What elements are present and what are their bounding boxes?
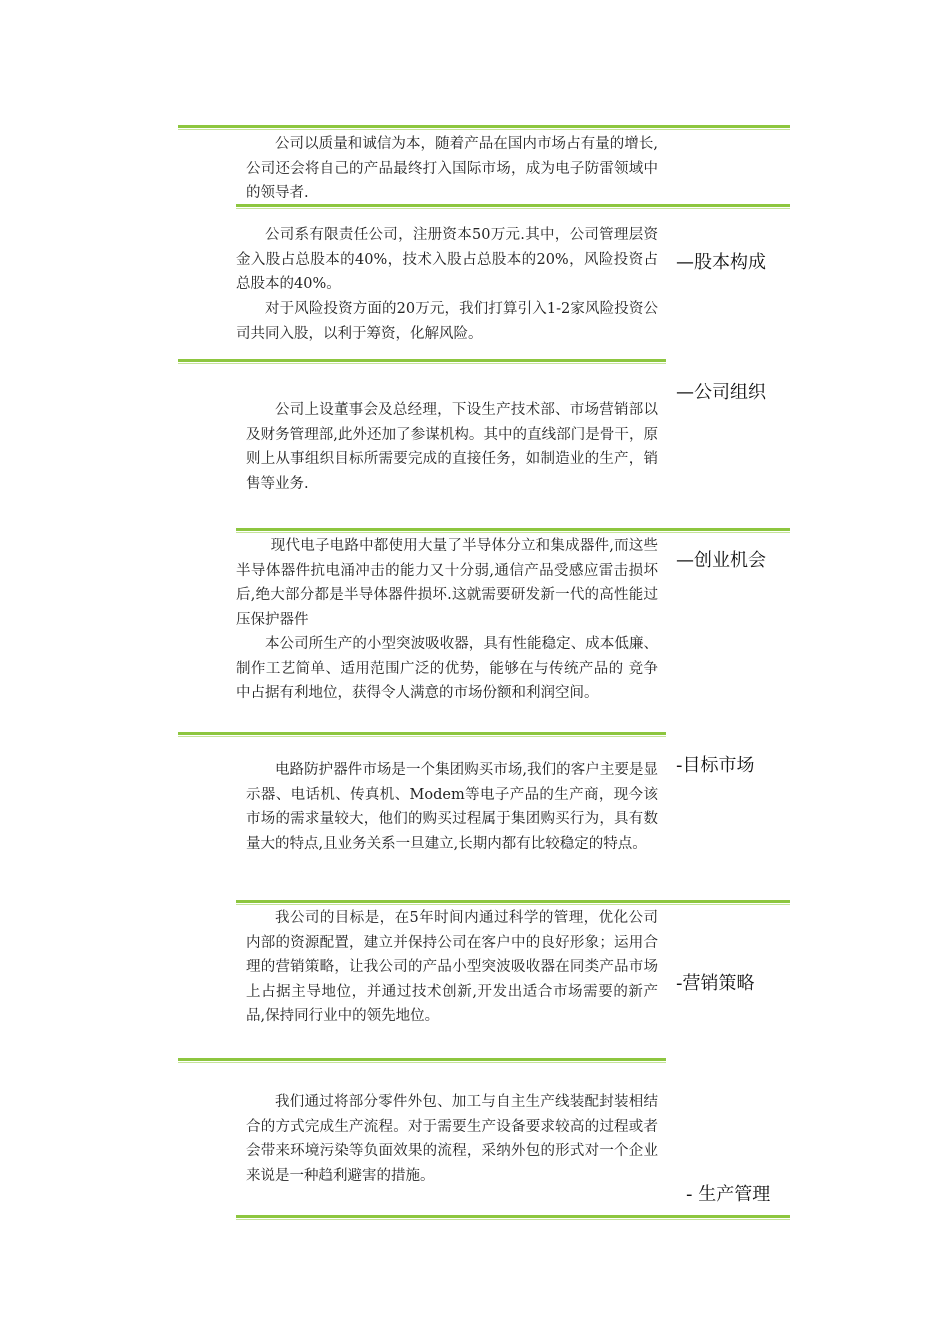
marketing-paragraph: 我公司的目标是，在5年时间内通过科学的管理，优化公司内部的资源配置，建立并保持公司在客户中的良好形象；运用合理的营销策略，让我公司的产品小型突波吸收器在同类产品市场上占据主导地位，并通过技术创新,开发出适合市场需要的新产品,保持同行业中的领先地位。	[246, 910, 658, 1024]
equity-paragraph: 对于风险投资方面的20万元，我们打算引入1-2家风险投资公司共同入股，以利于筹资，化解风险。	[236, 301, 658, 342]
target-market-paragraph: 电路防护器件市场是一个集团购买市场,我们的客户主要是显示器、电话机、传真机、Modem等电子产品的生产商，现今该市场的需求量较大，他们的购买过程属于集团购买行为，具有数量大的特点,且业务关系一旦建立,长期内都有比较稳定的特点。	[246, 762, 658, 852]
opportunity-paragraph: 本公司所生产的小型突波吸收器，具有性能稳定、成本低廉、制作工艺简单、适用范围广泛的优势，能够在与传统产品的 竞争中占据有利地位，获得令人满意的市场份额和利润空间。	[236, 636, 658, 701]
divider-rule	[236, 1215, 790, 1218]
divider-rule	[178, 732, 666, 735]
equity-paragraph: 公司系有限责任公司，注册资本50万元.其中，公司管理层资金入股占总股本的40%，技术入股占总股本的20%，风险投资占总股本的40%。	[236, 227, 658, 292]
intro-paragraph: 公司以质量和诚信为本，随着产品在国内市场占有量的增长,公司还会将自己的产品最终打入国际市场，成为电子防雷领域中的领导者.	[246, 136, 658, 201]
section-heading-target-market: -目标市场	[676, 755, 755, 776]
production-paragraph: 我们通过将部分零件外包、加工与自主生产线装配封装相结合的方式完成生产流程。对于需要生产设备要求较高的过程或者会带来环境污染等负面效果的流程，采纳外包的形式对一个企业来说是一种趋利避害的措施。	[246, 1094, 658, 1184]
section-heading-equity: —股本构成	[676, 252, 766, 273]
section-heading-production: - 生产管理	[686, 1184, 771, 1205]
section-heading-opportunity: —创业机会	[676, 550, 766, 571]
section-heading-organization: —公司组织	[676, 382, 766, 403]
opportunity-paragraph: 现代电子电路中都使用大量了半导体分立和集成器件,而这些半导体器件抗电涌冲击的能力又十分弱,通信产品受感应雷击损坏后,绝大部分都是半导体器件损坏.这就需要研发新一代的高性能过压保护器件	[236, 538, 658, 628]
divider-rule	[236, 900, 790, 903]
divider-rule	[178, 1058, 666, 1061]
divider-rule	[236, 528, 790, 531]
divider-rule	[178, 359, 666, 362]
organization-paragraph: 公司上设董事会及总经理，下设生产技术部、市场营销部以及财务管理部,此外还加了参谋机构。其中的直线部门是骨干，原则上从事组织目标所需要完成的直接任务，如制造业的生产，销售等业务.	[246, 402, 658, 492]
section-heading-marketing: -营销策略	[676, 973, 755, 994]
divider-rule	[178, 125, 790, 128]
